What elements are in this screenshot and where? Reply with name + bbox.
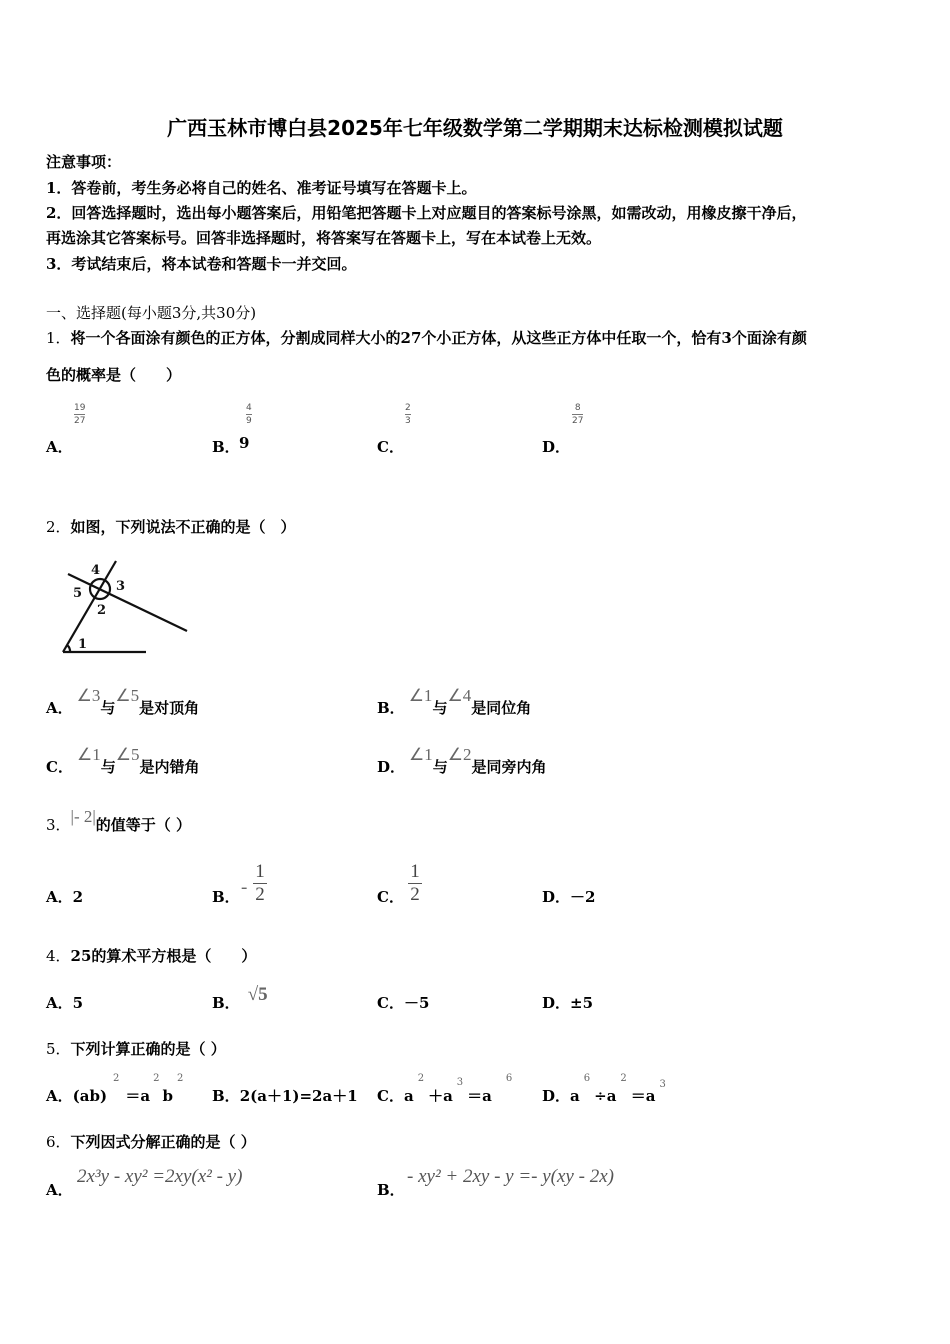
q6-option-a-expression: 2x³y - xy² =2xy(x² - y) [77, 1166, 243, 1187]
option-a-label: A． [46, 438, 73, 456]
figure-label-1: 1 [78, 637, 88, 652]
q2-option-c: C．∠1与∠5是内错角 [46, 745, 200, 776]
q6-option-b-label: B． [377, 1181, 405, 1199]
q5-option-c: C．$a^2+a^3=a^6$ [377, 1073, 513, 1105]
q3-option-b-label: B． [212, 888, 240, 906]
q4-option-b: B． √5 [212, 984, 268, 1012]
q6-option-a-label: A． [46, 1181, 73, 1199]
note-3: 3．考试结束后，将本试卷和答题卡一并交回。 [46, 255, 357, 273]
q5-option-d: D．$a^6\div a^2=a^3$ [542, 1073, 666, 1105]
q2-option-b: B．∠1与∠4是同位角 [377, 686, 532, 717]
q2-option-a: A．∠3与∠5是对顶角 [46, 686, 200, 717]
q5-option-b: B．2(a＋1)=2a＋1 [212, 1087, 358, 1105]
note-2: 2．回答选择题时，选出每小题答案后，用铅笔把答题卡上对应题目的答案标号涂黑，如需改动，用橡皮擦干净后， [46, 204, 807, 222]
question-text: 将一个各面涂有颜色的正方体，分割成同样大小的27个小正方体，从这些正方体中任取一个，恰有3个面涂有颜 [70, 329, 807, 347]
q6-option-b-expression: - xy² + 2xy - y =- y(xy - 2x) [407, 1166, 614, 1187]
notes-heading: 注意事项： [46, 153, 122, 171]
option-b-fraction: 4 9 [246, 403, 252, 426]
question-2: 2．如图，下列说法不正确的是（ ） [46, 518, 296, 536]
q3-option-b-sign: - [241, 877, 248, 898]
q3-option-c-fraction: 1 2 [408, 862, 422, 905]
page-title: 广西玉林市博白县2025年七年级数学第二学期期末达标检测模拟试题 [167, 116, 783, 140]
q3-option-b-fraction: 1 2 [253, 862, 267, 905]
figure-label-3: 3 [116, 579, 126, 594]
q4-option-c: C．－5 [377, 994, 430, 1012]
note-2-cont: 再选涂其它答案标号。回答非选择题时，将答案写在答题卡上，写在本试卷上无效。 [46, 229, 602, 247]
option-c-fraction: 2 3 [405, 403, 411, 426]
option-a-fraction: 19 27 [74, 403, 86, 426]
question-6: 6．下列因式分解正确的是（ ） [46, 1133, 256, 1151]
question-5: 5．下列计算正确的是（ ） [46, 1040, 226, 1058]
option-b-label: B． [212, 438, 240, 456]
q4-option-a: A．5 [46, 994, 84, 1012]
question-number: 1． [46, 329, 71, 347]
figure-label-2: 2 [97, 603, 107, 618]
question-3: 3．|- 2|的值等于（ ） [46, 807, 191, 834]
option-b-extra: 9 [239, 434, 250, 452]
q2-option-d: D．∠1与∠2是同旁内角 [377, 745, 547, 776]
figure-label-5: 5 [73, 586, 83, 601]
figure-label-4: 4 [91, 563, 101, 578]
angle-figure [0, 0, 220, 680]
section-heading: 一、选择题(每小题3分,共30分) [46, 304, 257, 322]
q5-option-a: A．$(ab)^2=a^2b^2$ [46, 1073, 184, 1105]
abs-expression: |- 2| [70, 807, 96, 826]
q4-option-d: D．±5 [542, 994, 594, 1012]
q3-option-d: D．－2 [542, 888, 596, 906]
note-1: 1．答卷前，考生务必将自己的姓名、准考证号填写在答题卡上。 [46, 179, 477, 197]
question-4: 4．25的算术平方根是（ ） [46, 947, 257, 965]
question-1-cont: 色的概率是（ ） [46, 366, 182, 384]
q3-option-c-label: C． [377, 888, 404, 906]
option-c-label: C． [377, 438, 404, 456]
option-d-fraction: 8 27 [572, 403, 584, 426]
q3-option-a: A．2 [46, 888, 84, 906]
option-d-label: D． [542, 438, 571, 456]
